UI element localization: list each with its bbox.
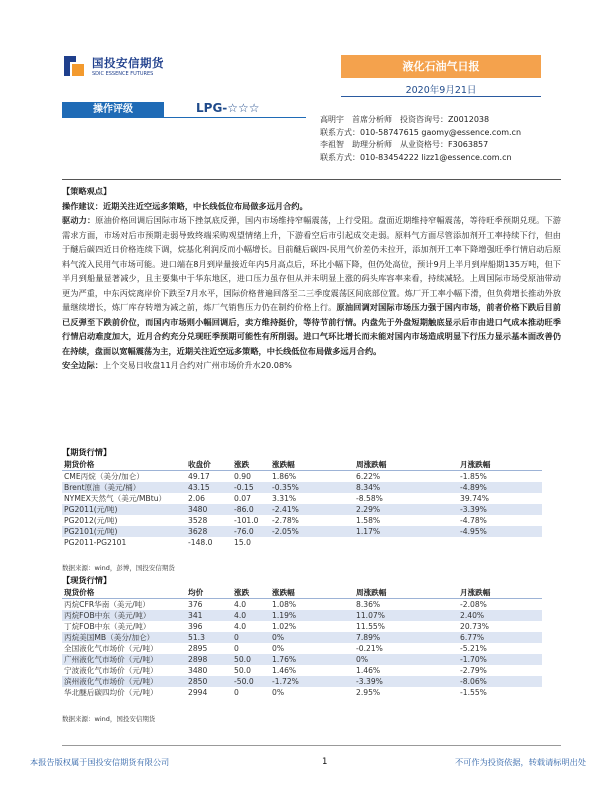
table-row [62,610,542,621]
table-cell: 0.07 [234,494,251,503]
table-cell: 4.0 [234,600,247,609]
table-row [62,687,542,698]
operation-advice [62,199,561,214]
driver-label: 驱动力： [62,215,96,225]
table-cell: 0% [272,688,285,697]
divider [341,96,541,97]
table-cell [458,537,542,548]
column-header: 期货价格 [62,459,186,471]
divider [62,745,561,746]
analyst-line: 联系方式：010-58747615 gaomy@essence.com.cn [320,127,522,137]
table-cell: -2.05% [270,526,354,537]
futures-table [62,459,542,548]
table-cell: 6.77% [458,632,542,643]
table-cell: -0.35% [270,482,354,493]
table-cell: -1.72% [270,676,354,687]
table-cell: 1.76% [270,654,354,665]
table-cell: PG2011-PG2101 [64,537,127,547]
table-cell: 396 [188,622,203,631]
table-cell: 0.90 [234,472,251,481]
column-header: 涨跌 [232,587,270,599]
spot-source: 数据来源：wind，国投安信期货 [62,715,156,723]
table-row [62,676,542,687]
column-header: 涨跌幅 [270,587,354,599]
column-header: 涨跌幅 [270,459,354,471]
analyst-line: 高明宇 首席分析师 投资咨询号：Z0012038 [320,115,490,124]
table-cell: 50.0 [234,666,251,675]
table-cell: PG2101(元/吨) [62,526,186,537]
table-cell [354,537,458,548]
advice-text: 近期关注近空远多策略，中长线低位布局做多远月合约。 [102,200,308,211]
section-heading: 【策略观点】 [62,186,112,196]
table-cell: 1.02% [272,622,297,631]
table-row [62,493,542,504]
table-row [62,621,542,632]
table-cell: 6.22% [356,472,381,481]
table-cell: -3.39% [458,504,542,515]
table-cell: 丙烷美国MB（美分/加仑） [62,632,186,643]
report-title: 液化石油气日报 [341,55,541,78]
table-cell: 39.74% [460,494,489,503]
table-row [62,482,542,493]
table-cell: -50.0 [232,676,270,687]
table-cell: -8.58% [356,494,383,503]
table-cell: -4.89% [458,482,542,493]
table-cell [270,537,354,548]
table-cell: 1.08% [272,600,297,609]
column-header: 收盘价 [186,459,232,471]
table-cell: 2898 [186,654,232,665]
logo-text-en: SDIC ESSENCE FUTURES [92,71,154,77]
table-cell: 0% [272,644,285,653]
column-header: 周涨跌幅 [354,587,458,599]
table-cell: 广州液化气市场价（元/吨） [62,654,186,665]
table-row [62,515,542,526]
table-cell: 0 [234,688,239,697]
futures-source: 数据来源：wind，彭博，国投安信期货 [62,564,175,572]
table-cell: -2.41% [270,504,354,515]
table-cell: -148.0 [188,537,213,547]
table-cell: 丙烷CFR华南（美元/吨） [64,600,150,609]
table-cell: 1.17% [354,526,458,537]
table-cell: -1.85% [460,472,487,481]
table-cell: PG2011(元/吨) [62,504,186,515]
table-cell: 1.86% [272,472,297,481]
spot-title: 【现货行情】 [62,575,112,585]
table-cell: 3628 [186,526,232,537]
rating-label: 操作评级 [62,102,164,118]
table-cell: -2.08% [460,600,487,609]
table-cell: 3528 [188,516,208,525]
table-cell: 1.58% [356,516,381,525]
table-cell: 2895 [188,644,208,653]
table-cell: 341 [186,610,232,621]
rating-value: LPG-☆☆☆ [196,101,260,115]
table-cell: 3.31% [272,494,297,503]
table-cell: -0.15 [232,482,270,493]
table-cell: 滨州液化气市场价（元/吨） [62,676,186,687]
table-cell: Brent原油（美元/桶） [62,482,186,493]
page-number: 1 [322,757,328,767]
table-cell: 2994 [188,688,208,697]
copyright-note: 本报告版权属于国投安信期货有限公司 [30,757,170,767]
table-row [62,654,542,665]
table-cell: 1.19% [270,610,354,621]
table-cell: 2.29% [354,504,458,515]
column-header: 月涨跌幅 [458,459,542,471]
table-cell: -8.06% [458,676,542,687]
driver-bold-text: 原油回调对国际市场压力强于国内市场，前者价格下跌后目前已反弹至下跌前价位，而国内市场则小幅回调后，卖方维持挺价，等待节前行情。内盘先于外盘短期触底显示后市由进口气成本推动旺季行情启动难度加大，近月合约充分兑现旺季预期可能性有所削弱。进口气环比增长而未能对国内市场造成明显下行压力显示基本面改善仍在持续，盘面以宽幅震荡为主，近期关注近空远多策略，中长线低位布局做多远月合约。 [62,302,561,356]
table-header-row [62,459,542,471]
table-cell: PG2012(元/吨) [64,516,118,525]
table-row [62,504,542,515]
table-cell: 全国液化气市场价（元/吨） [64,644,158,653]
table-row [62,665,542,676]
table-cell: 50.0 [232,654,270,665]
table-cell: 3480 [188,666,208,675]
margin-label: 安全边际： [62,360,103,370]
table-cell: -101.0 [234,516,259,525]
table-cell: -5.21% [460,644,487,653]
table-cell: 3480 [186,504,232,515]
logo-mark-icon [62,54,86,78]
analyst-line: 联系方式：010-83454222 lizz1@essence.com.cn [320,152,512,162]
table-cell: 0% [354,654,458,665]
futures-title: 【期货行情】 [62,447,112,457]
table-cell: -4.95% [458,526,542,537]
table-cell: -86.0 [232,504,270,515]
advice-label: 操作建议： [62,200,103,211]
strategy-section [62,184,561,373]
table-row [62,526,542,537]
table-cell: 1.46% [272,666,297,675]
table-cell: -1.55% [460,688,487,697]
table-cell: -2.79% [460,666,487,675]
table-row [62,599,542,611]
table-cell: 2.95% [356,688,381,697]
column-header: 均价 [186,587,232,599]
analyst-line: 李祖智 助理分析师 从业资格号：F3063857 [320,140,489,150]
report-date: 2020年9月21日 [405,85,477,96]
table-cell: 2.40% [458,610,542,621]
table-cell: 0 [234,644,239,653]
table-cell: -0.21% [356,644,383,653]
table-cell: 49.17 [188,472,210,481]
table-cell: 0% [270,632,354,643]
table-cell: 2850 [186,676,232,687]
table-cell: -1.70% [458,654,542,665]
table-cell: 华北醚后碳四均价（元/吨） [64,688,158,697]
divider [62,179,561,180]
table-cell: 2.06 [188,494,205,503]
table-row [62,471,542,483]
table-cell: 宁波液化气市场价（元/吨） [64,666,158,675]
spot-table [62,587,542,698]
column-header: 涨跌 [232,459,270,471]
company-logo [62,52,212,82]
table-cell: 15.0 [234,537,251,547]
logo-text-cn: 国投安信期货 [92,56,164,70]
table-cell: 丙烷FOB中东（美元/吨） [62,610,186,621]
table-cell: -3.39% [354,676,458,687]
table-cell: CME丙烷（美分/加仑） [64,472,144,481]
table-cell: -4.78% [460,516,487,525]
table-cell: 8.34% [354,482,458,493]
table-cell: 20.73% [460,622,489,631]
table-cell: 1.46% [356,666,381,675]
column-header: 周涨跌幅 [354,459,458,471]
analyst-info [320,114,560,164]
safety-margin [62,358,561,373]
table-cell: 4.0 [234,622,247,631]
table-header-row [62,587,542,599]
disclaimer-note: 不可作为投资依据，转载请标明出处 [455,757,587,767]
table-cell: 11.55% [356,622,385,631]
table-row [62,643,542,654]
table-row [62,537,542,548]
table-cell: 43.15 [186,482,232,493]
table-cell: 8.36% [356,600,381,609]
table-row [62,632,542,643]
table-cell: 51.3 [186,632,232,643]
driver-paragraph [62,213,561,358]
table-cell: 丁烷FOB中东（美元/吨） [64,622,151,631]
table-cell: 7.89% [354,632,458,643]
table-cell: -2.78% [272,516,299,525]
column-header: 月涨跌幅 [458,587,542,599]
table-cell: 11.07% [354,610,458,621]
column-header: 现货价格 [62,587,186,599]
driver-text: 原油价格回调后国际市场下挫氛底反弹，国内市场维持窄幅震荡，上行受阻。盘面近期维持窄幅震荡，等待旺季预期兑现。下游需求方面，市场对后市预期走弱导致终端采购观望情绪上升，下游看空后市引起成交走弱。原料气方面尽管添加剂开工率持续下行，但由于醚后碳四近日价格连续下调，烷基化利润反而小幅增长。目前醚后碳四-民用气价差仍未拉开，添加剂开工率下降增强旺季行情启动后原料气流入民用气市场可能。进口端在8月到岸量接近年内5月高点后，环比小幅下降，但仍处高位，预计9月上半月到岸船期135万吨，但下半月到船量显著减少，且主要集中于华东地区，进口压力虽存但从并未明显上涨的码头库容率来看，持续减轻。上周国际市场受原油带动更为严重，中东丙烷离岸价下跌至7月水平，国际价格普遍回落至二三季度震荡区间底部位置。炼厂开工率小幅下滑，但负荷增长推动外放量继续增长，炼厂库存转增为减之前，炼厂气销售压力仍在制约价格上行。 [62,215,561,312]
margin-text: 上个交易日收盘11月合约对广州市场价升水20.08% [102,360,292,370]
table-cell: 376 [188,600,203,609]
table-cell: NYMEX天然气（美元/MBtu） [64,494,167,503]
table-cell: -76.0 [232,526,270,537]
table-cell: 4.0 [232,610,270,621]
divider [164,117,306,118]
table-cell: 0 [232,632,270,643]
